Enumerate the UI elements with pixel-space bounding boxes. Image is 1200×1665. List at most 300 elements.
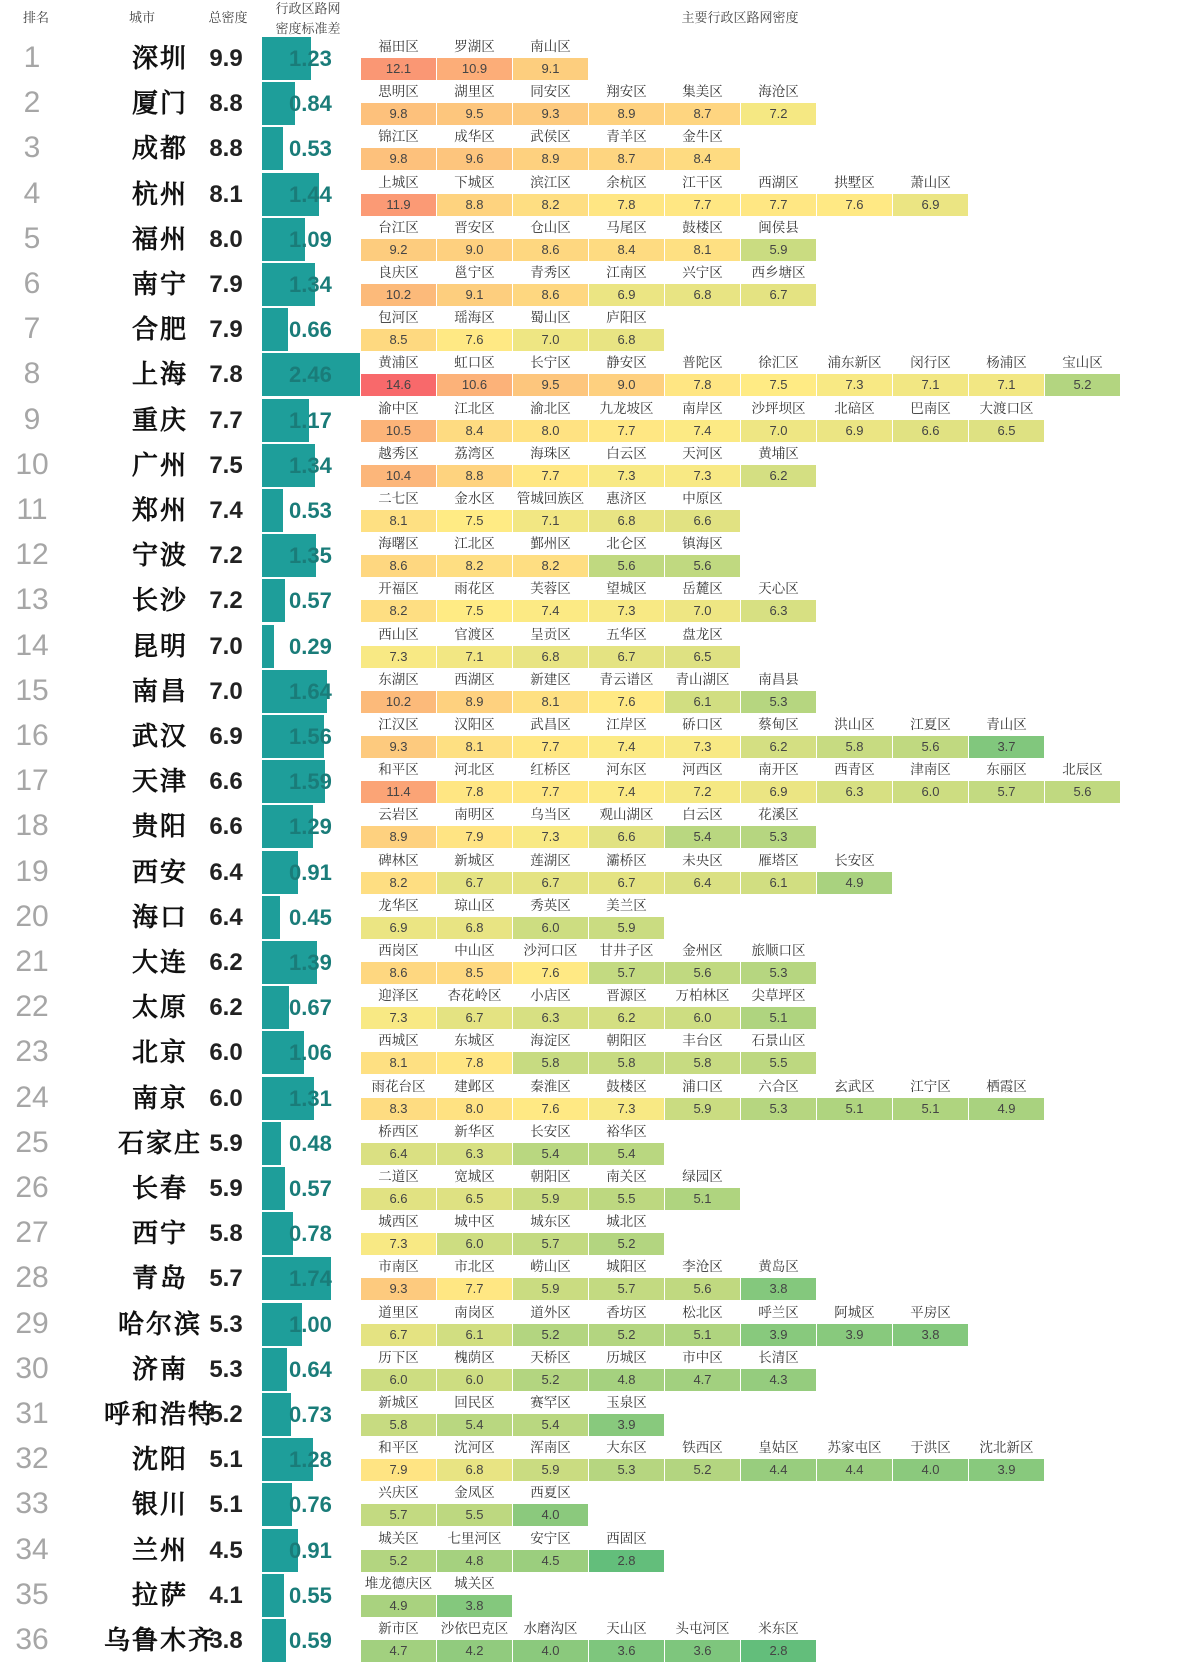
district-name: 西山区: [378, 626, 419, 643]
district-density-cell: 6.3: [513, 1007, 588, 1029]
district-name: 成华区: [454, 129, 495, 146]
district-density-cell: 8.2: [513, 555, 588, 577]
district-density-cell: 6.6: [893, 420, 968, 442]
district-name: 宽城区: [454, 1169, 495, 1185]
district-density-cell: 7.1: [437, 646, 512, 668]
district-name: 江宁区: [910, 1078, 951, 1095]
district-density-cell: 7.9: [361, 1459, 436, 1481]
district-density-cell: 5.9: [513, 1278, 588, 1300]
district-density-cell: 7.0: [513, 329, 588, 351]
district-name: 李沧区: [682, 1259, 723, 1276]
district-name: 石景山区: [751, 1033, 806, 1050]
district-density-cell: 8.6: [513, 284, 588, 306]
district-density-cell: 5.2: [665, 1459, 740, 1481]
district-name: 铁西区: [682, 1440, 723, 1457]
total-density-value: 6.0: [209, 1039, 243, 1067]
district-density-cell: 5.2: [1045, 374, 1120, 396]
district-name: 安宁区: [530, 1530, 571, 1547]
district-density-cell: 4.5: [513, 1550, 588, 1572]
district-name: 天山区: [606, 1621, 647, 1637]
total-density-value: 6.4: [209, 903, 243, 931]
district-density-cell: 8.1: [437, 736, 512, 758]
district-density-cell: 8.8: [437, 465, 512, 487]
district-density-cell: 7.5: [437, 600, 512, 622]
city-name: 南昌: [131, 676, 188, 707]
district-density-cell: 5.2: [361, 1550, 436, 1572]
table-row: [0, 940, 1200, 985]
district-name: 云岩区: [378, 807, 419, 824]
table-row: [0, 1482, 1200, 1527]
district-name: 雨花区: [454, 581, 495, 598]
table-row: [0, 1166, 1200, 1211]
std-dev-value: 0.91: [289, 859, 332, 885]
std-dev-bar: [262, 1483, 292, 1526]
district-name: 同安区: [530, 84, 571, 101]
district-name: 翔安区: [606, 84, 647, 101]
rank-number: 20: [15, 899, 49, 933]
city-name: 西宁: [131, 1219, 188, 1250]
district-name: 回民区: [454, 1395, 495, 1411]
district-density-cell: 10.9: [437, 58, 512, 80]
district-name: 荔湾区: [454, 445, 495, 462]
district-density-cell: 6.1: [437, 1324, 512, 1346]
district-density-cell: 5.3: [741, 826, 816, 848]
district-name: 开福区: [378, 581, 419, 598]
district-density-cell: 8.2: [361, 872, 436, 894]
district-density-cell: 5.1: [817, 1098, 892, 1120]
std-dev-bar: [262, 1393, 291, 1436]
district-density-cell: 4.4: [817, 1459, 892, 1481]
std-dev-value: 0.48: [289, 1130, 332, 1156]
district-name: 武昌区: [530, 717, 571, 733]
rank-number: 9: [23, 402, 41, 436]
district-name: 赛罕区: [530, 1395, 571, 1411]
header-districts: 主要行政区路网密度: [681, 11, 799, 26]
std-dev-bar: [262, 1574, 284, 1617]
district-density-cell: 7.6: [437, 329, 512, 351]
std-dev-value: 0.73: [289, 1402, 332, 1427]
district-density-cell: 7.4: [589, 781, 664, 803]
city-name: 宁波: [131, 541, 188, 572]
district-density-cell: 9.3: [361, 1278, 436, 1300]
district-density-cell: 11.4: [361, 781, 436, 803]
std-dev-value: 0.53: [289, 136, 332, 162]
district-density-cell: 7.2: [665, 781, 740, 803]
district-density-cell: 7.3: [665, 736, 740, 758]
district-density-cell: 6.8: [437, 917, 512, 939]
district-name: 青山区: [986, 717, 1027, 733]
district-name: 灞桥区: [606, 852, 647, 869]
district-name: 沙河口区: [523, 943, 578, 959]
district-density-cell: 10.6: [437, 374, 512, 396]
district-density-cell: 5.6: [893, 736, 968, 758]
district-name: 红桥区: [530, 762, 571, 779]
total-density-value: 9.9: [209, 45, 243, 72]
district-density-cell: 5.9: [589, 917, 664, 939]
total-density-value: 7.8: [209, 361, 243, 389]
district-name: 金牛区: [682, 129, 723, 146]
district-density-cell: 10.2: [361, 284, 436, 306]
district-name: 官渡区: [454, 626, 495, 643]
district-name: 七里河区: [447, 1530, 502, 1547]
district-name: 新华区: [454, 1123, 495, 1140]
rank-number: 15: [15, 673, 49, 707]
city-name: 长沙: [131, 586, 188, 617]
total-density-value: 5.2: [209, 1401, 243, 1428]
district-name: 河东区: [606, 762, 647, 779]
district-density-cell: 4.9: [361, 1595, 436, 1617]
table-row: [0, 804, 1200, 849]
district-name: 崂山区: [530, 1259, 571, 1276]
district-name: 秀英区: [530, 897, 571, 914]
district-density-cell: 9.0: [437, 239, 512, 261]
table-row: [0, 172, 1200, 217]
total-density-value: 6.2: [209, 949, 243, 976]
std-dev-bar: [262, 1348, 287, 1391]
district-name: 市中区: [682, 1349, 723, 1366]
district-name: 江汉区: [378, 717, 419, 733]
district-name: 水磨沟区: [523, 1621, 578, 1637]
district-density-cell: 8.8: [437, 194, 512, 216]
district-density-cell: 8.4: [665, 148, 740, 170]
district-density-cell: 6.9: [817, 420, 892, 442]
district-density-cell: 10.4: [361, 465, 436, 487]
district-density-cell: 7.1: [893, 374, 968, 396]
district-density-cell: 9.2: [361, 239, 436, 261]
total-density-value: 5.1: [209, 1446, 243, 1474]
district-name: 天心区: [758, 581, 799, 598]
district-density-cell: 5.1: [893, 1098, 968, 1120]
rank-number: 34: [15, 1532, 49, 1566]
district-density-cell: 9.5: [513, 374, 588, 396]
district-name: 旅顺口区: [751, 943, 806, 959]
table-row: [0, 443, 1200, 488]
header-rank: 排名: [22, 11, 49, 26]
table-row: [0, 714, 1200, 759]
city-name: 杭州: [131, 179, 188, 210]
district-name: 南岗区: [454, 1304, 495, 1321]
district-density-cell: 5.8: [665, 1052, 740, 1074]
district-name: 河西区: [682, 762, 723, 779]
rank-number: 29: [15, 1306, 49, 1340]
total-density-value: 4.5: [209, 1536, 243, 1564]
std-dev-value: 1.34: [289, 272, 332, 297]
district-density-cell: 9.1: [437, 284, 512, 306]
total-density-value: 8.0: [209, 225, 243, 253]
std-dev-value: 1.34: [289, 452, 332, 478]
district-name: 沙坪坝区: [751, 400, 806, 417]
district-density-cell: 6.0: [893, 781, 968, 803]
district-density-cell: 6.8: [437, 1459, 512, 1481]
district-density-cell: 5.7: [589, 1278, 664, 1300]
district-name: 闽侯县: [758, 219, 799, 236]
district-name: 六合区: [758, 1078, 799, 1095]
district-density-cell: 5.8: [589, 1052, 664, 1074]
std-dev-value: 0.91: [289, 1537, 332, 1563]
district-density-cell: 3.8: [893, 1324, 968, 1346]
district-name: 花溪区: [758, 807, 799, 824]
district-name: 惠济区: [606, 491, 647, 507]
district-density-cell: 6.0: [361, 1369, 436, 1391]
rank-number: 13: [15, 583, 49, 617]
district-name: 北辰区: [1062, 762, 1103, 779]
district-name: 新城区: [378, 1395, 419, 1411]
district-name: 城中区: [454, 1214, 495, 1231]
table-row: [0, 1121, 1200, 1166]
district-density-cell: 5.4: [437, 1414, 512, 1436]
district-density-cell: 6.2: [741, 736, 816, 758]
district-density-cell: 5.2: [513, 1324, 588, 1346]
district-name: 新市区: [378, 1621, 419, 1637]
rank-number: 2: [23, 86, 41, 120]
district-name: 市北区: [454, 1259, 495, 1276]
table-row: [0, 1392, 1200, 1437]
district-density-cell: 10.5: [361, 420, 436, 442]
district-density-cell: 9.0: [589, 374, 664, 396]
district-name: 沈北新区: [979, 1440, 1034, 1457]
district-name: 良庆区: [378, 265, 419, 281]
std-dev-value: 0.29: [289, 633, 332, 659]
district-name: 朝阳区: [530, 1169, 571, 1185]
rank-number: 36: [15, 1623, 49, 1656]
table-row: [0, 307, 1200, 352]
district-name: 浦东新区: [827, 355, 882, 372]
district-density-cell: 10.2: [361, 691, 436, 713]
district-density-cell: 6.6: [361, 1188, 436, 1210]
district-name: 西固区: [606, 1530, 647, 1547]
city-name: 昆明: [131, 631, 188, 662]
std-dev-value: 1.00: [289, 1311, 332, 1337]
district-density-cell: 4.0: [893, 1459, 968, 1481]
district-density-cell: 5.9: [513, 1459, 588, 1481]
rank-number: 11: [16, 493, 48, 526]
total-density-value: 8.8: [209, 90, 243, 118]
district-density-cell: 5.8: [817, 736, 892, 758]
district-name: 蜀山区: [530, 310, 571, 327]
table-row: [0, 624, 1200, 669]
district-density-cell: 6.6: [665, 510, 740, 532]
district-name: 万柏林区: [675, 988, 730, 1005]
total-density-value: 5.1: [209, 1491, 243, 1519]
district-name: 丰台区: [682, 1033, 723, 1050]
district-name: 和平区: [378, 1440, 419, 1457]
total-density-value: 5.7: [209, 1265, 243, 1293]
total-density-value: 7.2: [209, 587, 243, 615]
district-name: 中山区: [454, 943, 495, 959]
district-density-cell: 4.7: [665, 1369, 740, 1391]
table-row: [0, 1302, 1200, 1347]
district-density-cell: 9.8: [361, 148, 436, 170]
city-name: 郑州: [131, 496, 188, 526]
district-density-cell: 7.5: [437, 510, 512, 532]
district-density-cell: 7.7: [513, 781, 588, 803]
rank-number: 26: [15, 1171, 49, 1204]
district-name: 硚口区: [682, 717, 723, 733]
district-name: 西城区: [378, 1033, 419, 1050]
district-name: 槐荫区: [454, 1349, 495, 1366]
district-density-cell: 6.7: [361, 1324, 436, 1346]
rank-number: 5: [23, 221, 41, 255]
std-dev-value: 1.17: [289, 407, 332, 433]
district-density-cell: 6.3: [741, 600, 816, 622]
district-name: 青羊区: [606, 129, 647, 146]
rank-number: 4: [23, 176, 41, 210]
district-name: 观山湖区: [599, 807, 654, 824]
district-name: 静安区: [606, 355, 647, 372]
std-dev-value: 0.66: [289, 317, 332, 343]
district-name: 武侯区: [530, 129, 571, 146]
std-dev-bar: [262, 1619, 286, 1662]
district-density-cell: 6.0: [437, 1233, 512, 1255]
std-dev-value: 1.59: [289, 769, 332, 795]
district-name: 道里区: [378, 1304, 419, 1321]
table-row: [0, 398, 1200, 443]
std-dev-value: 1.28: [289, 1447, 332, 1473]
district-name: 绿园区: [682, 1169, 723, 1185]
table-row: [0, 352, 1200, 397]
district-density-cell: 5.5: [589, 1188, 664, 1210]
std-dev-bar: [262, 625, 274, 668]
rank-number: 21: [15, 945, 49, 978]
district-density-cell: 7.3: [817, 374, 892, 396]
city-name: 南宁: [131, 270, 188, 300]
table-row: [0, 81, 1200, 126]
table-row: [0, 533, 1200, 578]
district-density-cell: 7.1: [513, 510, 588, 532]
district-density-cell: 6.1: [665, 691, 740, 713]
district-name: 仓山区: [530, 219, 571, 236]
district-name: 秦淮区: [530, 1078, 571, 1095]
std-dev-value: 1.64: [289, 678, 332, 704]
city-name: 福州: [131, 224, 188, 255]
district-density-cell: 8.1: [513, 691, 588, 713]
district-name: 瑶海区: [454, 310, 495, 327]
district-name: 黄岛区: [758, 1259, 799, 1276]
total-density-value: 5.9: [209, 1175, 243, 1202]
district-name: 莲湖区: [530, 852, 571, 869]
std-dev-value: 1.06: [289, 1040, 332, 1066]
district-name: 河北区: [454, 762, 495, 779]
district-name: 兴宁区: [682, 265, 723, 281]
total-density-value: 7.0: [209, 677, 243, 705]
district-density-cell: 6.3: [437, 1143, 512, 1165]
district-density-cell: 5.9: [741, 239, 816, 261]
std-dev-bar: [262, 896, 280, 939]
district-density-cell: 4.2: [437, 1640, 512, 1662]
district-name: 湖里区: [454, 84, 495, 101]
district-name: 白云区: [606, 445, 647, 462]
std-dev-value: 0.78: [289, 1221, 332, 1247]
total-density-value: 5.3: [209, 1310, 243, 1338]
district-density-cell: 5.7: [589, 962, 664, 984]
district-name: 浦口区: [682, 1078, 723, 1095]
district-density-cell: 7.8: [437, 781, 512, 803]
std-dev-bar: [262, 308, 288, 351]
district-density-cell: 5.5: [741, 1052, 816, 1074]
rank-number: 19: [15, 854, 49, 888]
district-name: 渝北区: [530, 400, 571, 417]
std-dev-value: 1.39: [289, 950, 332, 975]
district-density-cell: 8.4: [589, 239, 664, 261]
std-dev-value: 0.64: [289, 1356, 332, 1382]
district-name: 大渡口区: [979, 400, 1034, 417]
district-density-cell: 6.9: [741, 781, 816, 803]
district-name: 西夏区: [530, 1485, 571, 1502]
district-name: 罗湖区: [454, 39, 495, 55]
district-name: 邕宁区: [454, 265, 495, 281]
district-name: 南明区: [454, 807, 495, 824]
district-name: 海淀区: [530, 1033, 571, 1050]
district-density-cell: 5.3: [741, 1098, 816, 1120]
district-name: 和平区: [378, 762, 419, 779]
city-name: 重庆: [131, 405, 188, 436]
district-density-cell: 7.3: [589, 1098, 664, 1120]
district-density-cell: 6.7: [589, 646, 664, 668]
total-density-value: 6.6: [209, 768, 243, 796]
district-density-cell: 4.3: [741, 1369, 816, 1391]
district-density-cell: 8.6: [513, 239, 588, 261]
district-name: 滨江区: [530, 174, 571, 191]
header-city: 城市: [128, 11, 155, 26]
district-density-cell: 9.8: [361, 103, 436, 125]
table-row: [0, 759, 1200, 804]
rank-number: 23: [15, 1035, 49, 1069]
std-dev-value: 0.59: [289, 1628, 332, 1653]
district-density-cell: 7.6: [817, 194, 892, 216]
district-density-cell: 4.7: [361, 1640, 436, 1662]
district-density-cell: 7.7: [589, 420, 664, 442]
district-name: 海沧区: [758, 84, 799, 101]
total-density-value: 8.1: [209, 180, 243, 208]
district-name: 晋源区: [606, 988, 647, 1005]
district-name: 呈贡区: [530, 626, 571, 643]
district-name: 苏家屯区: [827, 1440, 882, 1457]
rank-number: 31: [15, 1397, 49, 1430]
rank-number: 35: [15, 1577, 49, 1611]
district-density-cell: 6.4: [361, 1143, 436, 1165]
district-name: 思明区: [378, 84, 419, 101]
city-name: 拉萨: [131, 1580, 188, 1611]
district-name: 城北区: [606, 1214, 647, 1231]
district-name: 洪山区: [834, 717, 875, 733]
district-name: 江北区: [454, 400, 495, 417]
district-name: 杨浦区: [986, 355, 1027, 372]
district-name: 黄浦区: [378, 355, 419, 372]
district-name: 金凤区: [454, 1485, 495, 1502]
district-name: 新城区: [454, 852, 495, 869]
district-density-cell: 7.3: [513, 826, 588, 848]
district-name: 江岸区: [606, 717, 647, 733]
district-name: 长宁区: [530, 355, 571, 372]
district-name: 北仑区: [606, 536, 647, 553]
total-density-value: 4.1: [209, 1581, 243, 1609]
district-density-cell: 2.8: [741, 1640, 816, 1662]
district-density-cell: 7.7: [665, 194, 740, 216]
city-name: 石家庄: [117, 1128, 202, 1159]
district-name: 集美区: [682, 84, 723, 101]
district-name: 金州区: [682, 943, 723, 959]
district-density-cell: 5.6: [665, 1278, 740, 1300]
district-density-cell: 8.2: [437, 555, 512, 577]
district-name: 青山湖区: [675, 671, 730, 688]
district-name: 西乡塘区: [751, 265, 806, 281]
city-name: 银川: [131, 1490, 188, 1521]
district-density-cell: 3.9: [589, 1414, 664, 1436]
district-density-cell: 4.9: [817, 872, 892, 894]
district-name: 乌当区: [530, 807, 571, 824]
district-name: 宝山区: [1062, 355, 1103, 372]
district-density-cell: 3.8: [437, 1595, 512, 1617]
